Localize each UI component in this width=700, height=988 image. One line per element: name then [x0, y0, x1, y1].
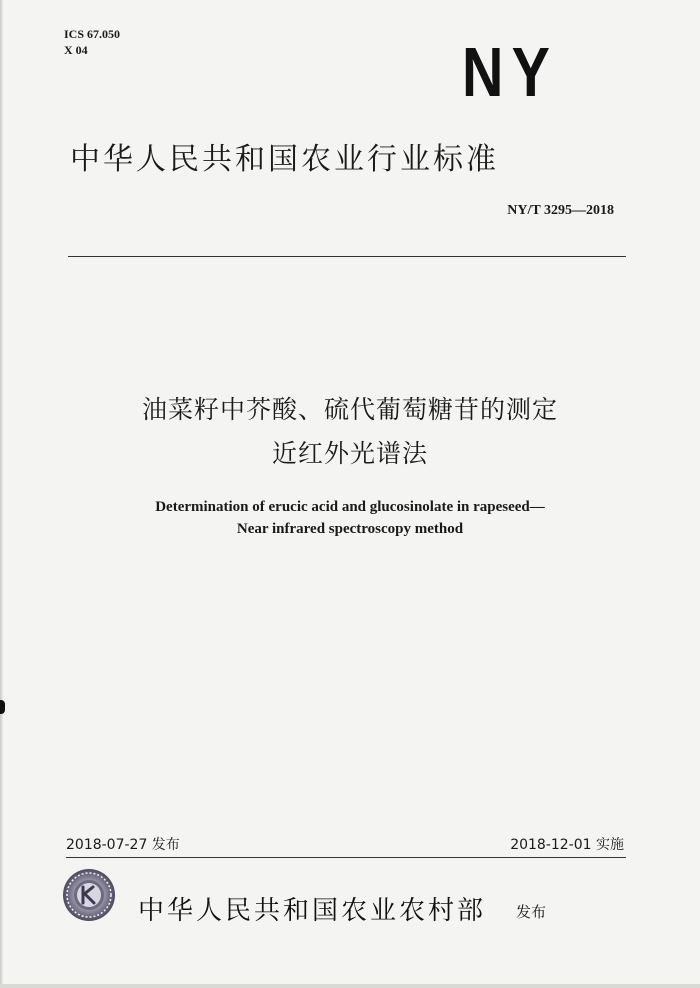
document-title-en-line2: Near infrared spectroscopy method: [236, 521, 464, 537]
scan-edge-bottom: [0, 984, 700, 988]
document-title-cn-line1: 油菜籽中芥酸、硫代葡萄糖苷的测定: [141, 395, 558, 424]
document-title-en-line1: Determination of erucic acid and glucosinolate in rapeseed—: [155, 499, 545, 515]
standard-code: NY/T 3295—2018: [507, 203, 614, 218]
issue-date: 2018-07-27 发布: [66, 837, 180, 853]
ministry-emblem-icon: [62, 868, 116, 922]
scan-edge: [0, 0, 3, 988]
implementation-date: 2018-12-01 实施: [510, 837, 624, 853]
standard-title: 中华人民共和国农业行业标准: [70, 142, 499, 177]
ministry-name: 中华人民共和国农业农村部: [138, 896, 487, 926]
ccs-code: X 04: [64, 43, 88, 57]
document-title-en: [0, 496, 700, 540]
bottom-divider: [66, 857, 626, 858]
document-title-cn-line2: 近红外光谱法: [271, 439, 428, 468]
ics-code: ICS 67.050: [64, 27, 121, 41]
top-divider: [68, 256, 626, 257]
document-title-cn: [0, 388, 700, 476]
binding-mark: [0, 700, 5, 714]
classification-codes: [64, 26, 120, 58]
ny-logo: NY: [462, 33, 559, 111]
ministry-issue-label: 发布: [516, 903, 547, 921]
